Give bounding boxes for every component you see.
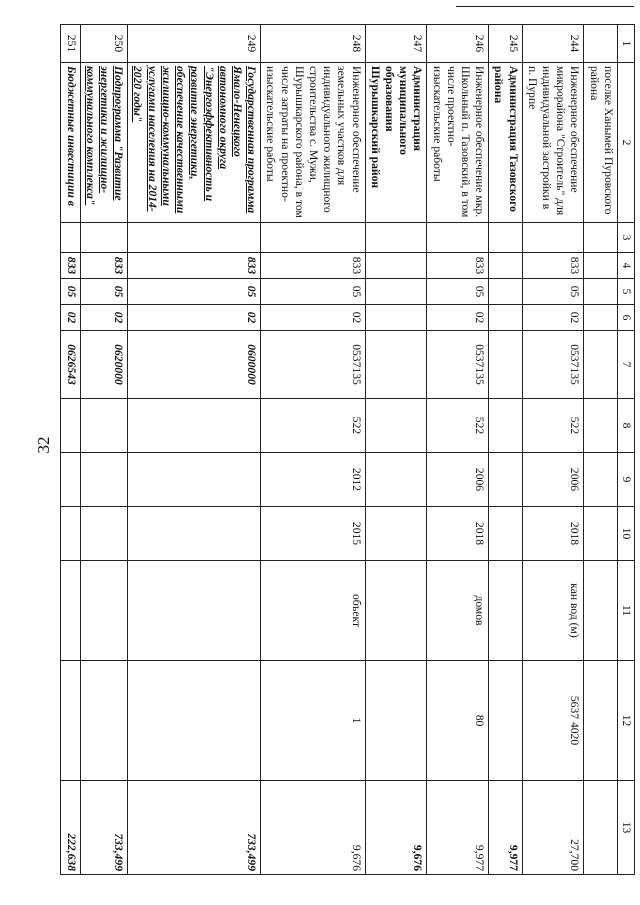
row-name: Инженерное обеспечение микрорайона "Строитель" для индивидуальной застройки в п. Пурпе (522, 63, 584, 223)
col-header: 12 (617, 661, 634, 781)
cell: 833 (128, 253, 261, 279)
cell: 02 (261, 305, 365, 331)
row-name: поселке Ханымей Пуровского района (584, 63, 617, 223)
cell: 522 (427, 399, 489, 453)
cell (80, 661, 128, 781)
cell: 2006 (522, 453, 584, 507)
row-number: 246 (427, 25, 489, 63)
row-number: 251 (61, 25, 80, 63)
cell: 833 (261, 253, 365, 279)
cell (365, 253, 427, 279)
page-number: 32 (34, 436, 53, 454)
cell (489, 507, 522, 561)
cell: 02 (80, 305, 128, 331)
cell (489, 661, 522, 781)
cell: 2015 (261, 507, 365, 561)
cell: 02 (522, 305, 584, 331)
cell: 522 (261, 399, 365, 453)
cell (365, 561, 427, 661)
row-name: Администрация Тазовского района (489, 63, 522, 223)
cell: объект (261, 561, 365, 661)
cell: 05 (261, 279, 365, 305)
cell (365, 279, 427, 305)
cell: 0537135 (261, 331, 365, 399)
amount-cell: 9,676 (261, 781, 365, 875)
cell: домов (427, 561, 489, 661)
col-header: 10 (617, 507, 634, 561)
row-name: Подпрограмма "Развитие энергетики и жилищно-коммунального комплекса" (80, 63, 128, 223)
col-header: 9 (617, 453, 634, 507)
cell (61, 453, 80, 507)
cell (365, 661, 427, 781)
cell: 0600000 (128, 331, 261, 399)
cell (80, 507, 128, 561)
row-number: 247 (365, 25, 427, 63)
cell (489, 561, 522, 661)
cell: 833 (80, 253, 128, 279)
cell: 02 (427, 305, 489, 331)
cell (61, 661, 80, 781)
row-name: Администрация муниципального образования Шурышкарский район (365, 63, 427, 223)
amount-cell: 9,676 (365, 781, 427, 875)
cell (128, 507, 261, 561)
row-number: 250 (80, 25, 128, 63)
col-header: 1 (617, 25, 634, 63)
row-name: Государственная программа Ямало-Ненецкого автономного округа "Энергоэффективность и развитие энергетики, обеспечение качественными жилищно-коммунальными услугами населения на 2014-2020 годы" (128, 63, 261, 223)
cell: 05 (522, 279, 584, 305)
col-header: 13 (617, 781, 634, 875)
amount-cell: 9,977 (489, 781, 522, 875)
cell: 5637 4020 (522, 661, 584, 781)
cell (365, 331, 427, 399)
cell (61, 507, 80, 561)
table-row (365, 25, 427, 875)
table-row (80, 25, 128, 875)
table-row (489, 25, 522, 875)
cell: 0537135 (522, 331, 584, 399)
cell: 05 (61, 279, 80, 305)
cell (489, 399, 522, 453)
cell: 2012 (261, 453, 365, 507)
cell: 05 (80, 279, 128, 305)
cell (489, 453, 522, 507)
cell (80, 453, 128, 507)
header-row (617, 25, 634, 875)
cell: 0620000 (80, 331, 128, 399)
continuation-row (584, 25, 617, 875)
row-number: 244 (522, 25, 584, 63)
cell: 02 (61, 305, 80, 331)
col-header: 3 (617, 223, 634, 253)
row-number: 245 (489, 25, 522, 63)
amount-cell: 27,700 (522, 781, 584, 875)
cell: 0537135 (427, 331, 489, 399)
table-row (61, 25, 80, 875)
cell: 1 (261, 661, 365, 781)
col-header: 5 (617, 279, 634, 305)
cell: 522 (522, 399, 584, 453)
cell (128, 399, 261, 453)
cell (489, 305, 522, 331)
cell: 05 (427, 279, 489, 305)
row-number: 249 (128, 25, 261, 63)
cell: кан вод (м) (522, 561, 584, 661)
cell (128, 561, 261, 661)
col-header: 7 (617, 331, 634, 399)
cell (80, 399, 128, 453)
budget-table (60, 24, 635, 875)
row-name: Инженерное обеспечение земельных участков для индивидуального жилищного строительства с. Мужи, Шурышкарского района, в том числе затраты на проектно-изыскательские работы (261, 63, 365, 223)
cell: 833 (522, 253, 584, 279)
amount-cell: 9,977 (427, 781, 489, 875)
cell: 2006 (427, 453, 489, 507)
cell (365, 453, 427, 507)
col-header: 4 (617, 253, 634, 279)
cell (365, 305, 427, 331)
table-row (522, 25, 584, 875)
cell: 2018 (522, 507, 584, 561)
col-header: 11 (617, 561, 634, 661)
cell: 833 (427, 253, 489, 279)
cell (61, 561, 80, 661)
table-row (427, 25, 489, 875)
col-header: 2 (617, 63, 634, 223)
row-number: 248 (261, 25, 365, 63)
cell (80, 561, 128, 661)
cell (128, 661, 261, 781)
cell (128, 453, 261, 507)
cell (489, 279, 522, 305)
amount-cell: 222,638 (61, 781, 80, 875)
col-header: 8 (617, 399, 634, 453)
cell: 2018 (427, 507, 489, 561)
amount-cell: 733,499 (128, 781, 261, 875)
cell: 05 (128, 279, 261, 305)
row-name: Бюджетные инвестиции в (61, 63, 80, 223)
cell (365, 399, 427, 453)
row-name: Инженерное обеспечение мкр. Школьный п. Тазовский, в том числе проектно-изыскательские работы (427, 63, 489, 223)
cell: 0626543 (61, 331, 80, 399)
cell: 02 (128, 305, 261, 331)
cell (489, 253, 522, 279)
amount-cell: 733,499 (80, 781, 128, 875)
cell: 80 (427, 661, 489, 781)
table-row (128, 25, 261, 875)
cell (61, 399, 80, 453)
cell: 833 (61, 253, 80, 279)
cell (489, 331, 522, 399)
cell (365, 507, 427, 561)
table-row (261, 25, 365, 875)
rotated-table-region (64, 0, 638, 905)
col-header: 6 (617, 305, 634, 331)
